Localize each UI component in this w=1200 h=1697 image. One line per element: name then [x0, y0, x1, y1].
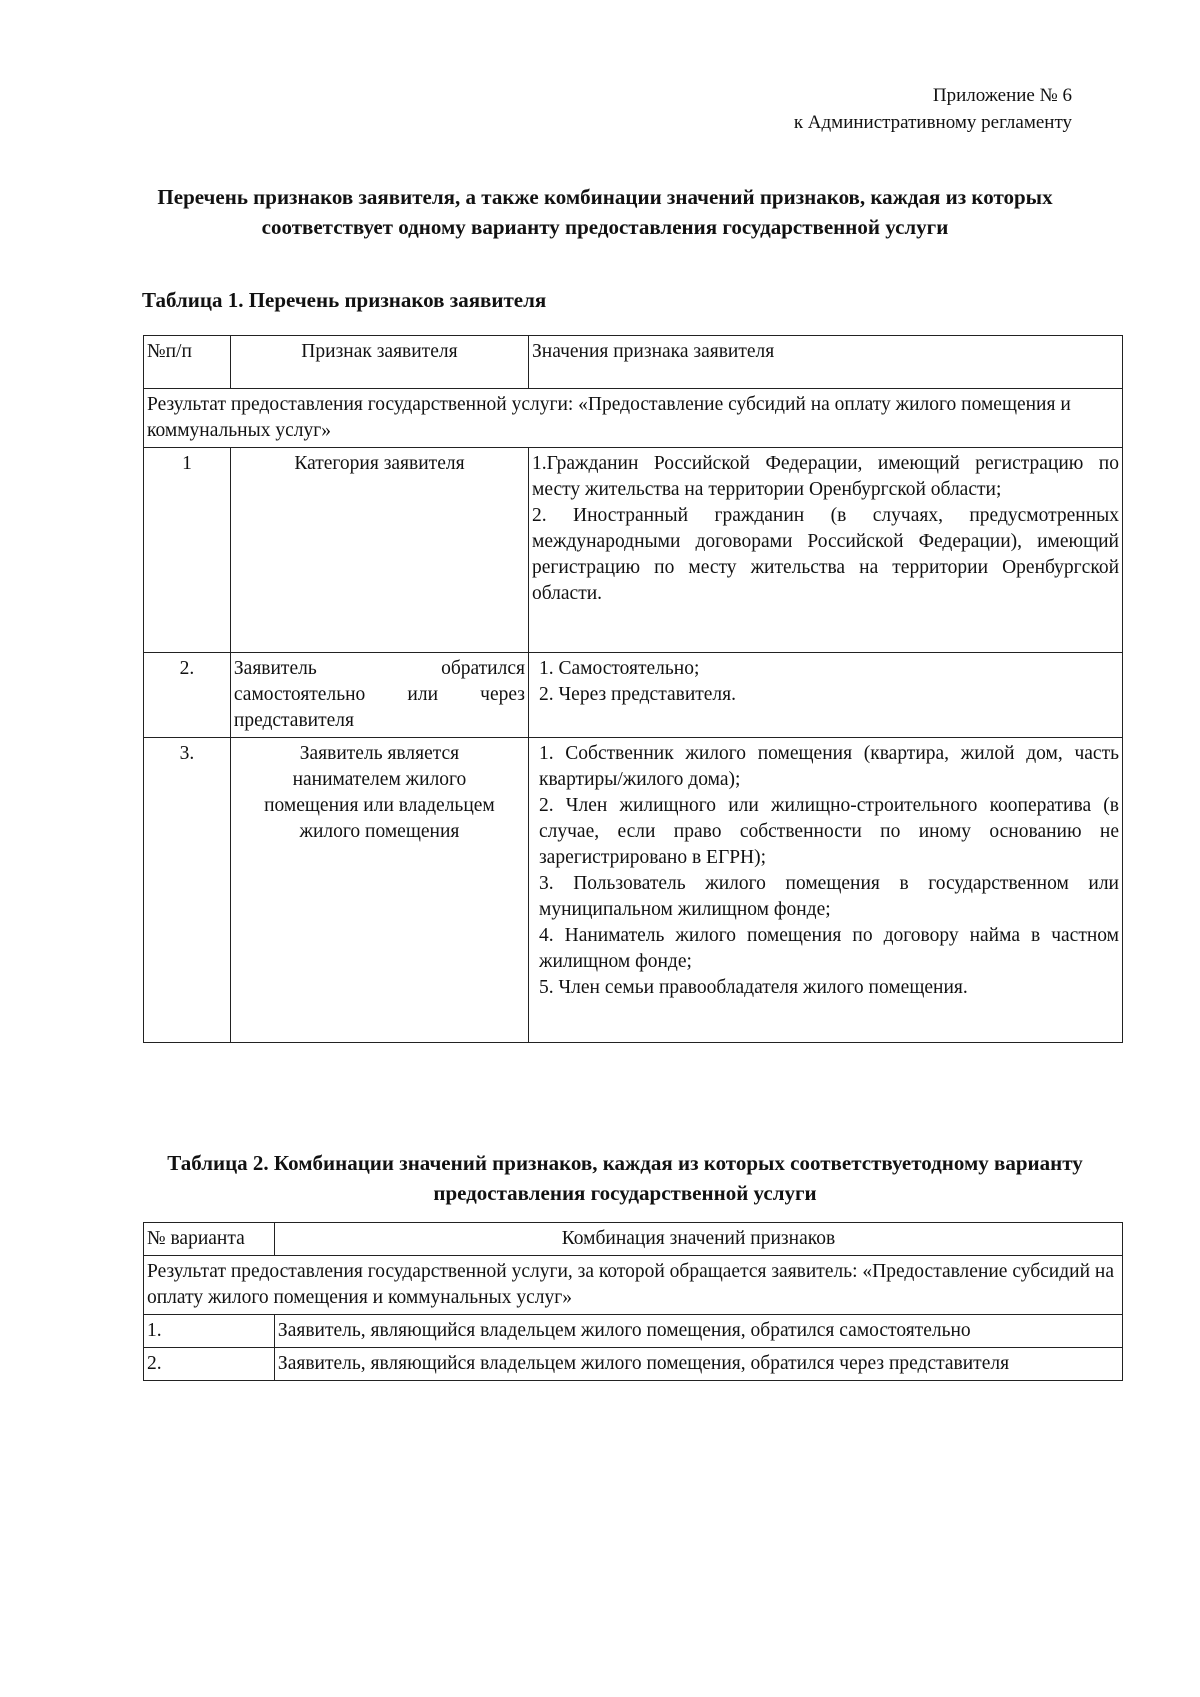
value-item: 4. Наниматель жилого помещения по договору найма в частном жилищном фонде;	[538, 925, 1119, 972]
table1-header-values: Значения признака заявителя	[528, 336, 1122, 389]
table1-header-num: №п/п	[144, 336, 231, 389]
table2-result-row	[144, 1256, 1123, 1315]
page-title: Перечень признаков заявителя, а также комбинации значений признаков, каждая из которых соответствует одному варианту предоставления государственной услуги	[157, 185, 1053, 239]
value-item: 1. Самостоятельно;	[538, 658, 700, 679]
value-item: 2. Иностранный гражданин (в случаях, предусмотренных международными договорами Российской Федерации), имеющий регистрацию по месту жительства на территории Оренбургской области.	[531, 505, 1119, 604]
value-item: 2. Через представителя.	[538, 684, 737, 705]
row-combo: Заявитель, являющийся владельцем жилого помещения, обратился через представителя	[274, 1348, 1122, 1381]
table-row	[144, 653, 1123, 738]
row-values	[528, 448, 1122, 653]
row-number: 2.	[144, 653, 231, 738]
row-number: 1.	[144, 1315, 275, 1348]
table1-title: Таблица 1. Перечень признаков заявителя	[142, 288, 547, 312]
row-values	[528, 738, 1122, 1043]
value-item: 1.Гражданин Российской Федерации, имеющий регистрацию по месту жительства на территории Оренбургской области;	[531, 453, 1119, 500]
table1-header-row	[144, 336, 1123, 389]
table2-result-cell: Результат предоставления государственной услуги, за которой обращается заявитель: «Предоставление субсидий на оплату жилого помещения и коммунальных услуг»	[144, 1256, 1123, 1315]
row-number: 1	[144, 448, 231, 653]
value-item: 2. Член жилищного или жилищно-строительного кооператива (в случае, если право собственности по иному основанию не зарегистрировано в ЕГРН);	[538, 795, 1119, 868]
row-sign: Заявитель обратился самостоятельно или через представителя	[230, 653, 528, 738]
table-row	[144, 448, 1123, 653]
table2-header-row	[144, 1223, 1123, 1256]
table-row	[144, 1315, 1123, 1348]
table2-header-num: № варианта	[144, 1223, 275, 1256]
annex-header	[794, 82, 1072, 136]
value-item: 5. Член семьи правообладателя жилого помещения.	[538, 977, 968, 998]
value-item: 1. Собственник жилого помещения (квартира, жилой дом, часть квартиры/жилого дома);	[538, 743, 1119, 790]
table-row	[144, 738, 1123, 1043]
row-sign: Заявитель является нанимателем жилого помещения или владельцем жилого помещения	[230, 738, 528, 1043]
row-values	[528, 653, 1122, 738]
table1	[143, 335, 1123, 1043]
table-row	[144, 1348, 1123, 1381]
table2-title: Таблица 2. Комбинации значений признаков, каждая из которых соответствуетодному варианту предоставления государственной услуги	[167, 1151, 1083, 1205]
annex-line-1: Приложение № 6	[932, 85, 1072, 106]
row-number: 2.	[144, 1348, 275, 1381]
value-item: 3. Пользователь жилого помещения в государственном или муниципальном жилищном фонде;	[538, 873, 1119, 920]
table1-result-row	[144, 389, 1123, 448]
row-sign: Категория заявителя	[230, 448, 528, 653]
table2	[143, 1222, 1123, 1381]
table1-result-cell: Результат предоставления государственной услуги: «Предоставление субсидий на оплату жилого помещения и коммунальных услуг»	[144, 389, 1123, 448]
table2-header-combo: Комбинация значений признаков	[274, 1223, 1122, 1256]
row-number: 3.	[144, 738, 231, 1043]
table1-header-sign: Признак заявителя	[230, 336, 528, 389]
annex-line-2: к Административному регламенту	[793, 112, 1072, 133]
row-combo: Заявитель, являющийся владельцем жилого помещения, обратился самостоятельно	[274, 1315, 1122, 1348]
